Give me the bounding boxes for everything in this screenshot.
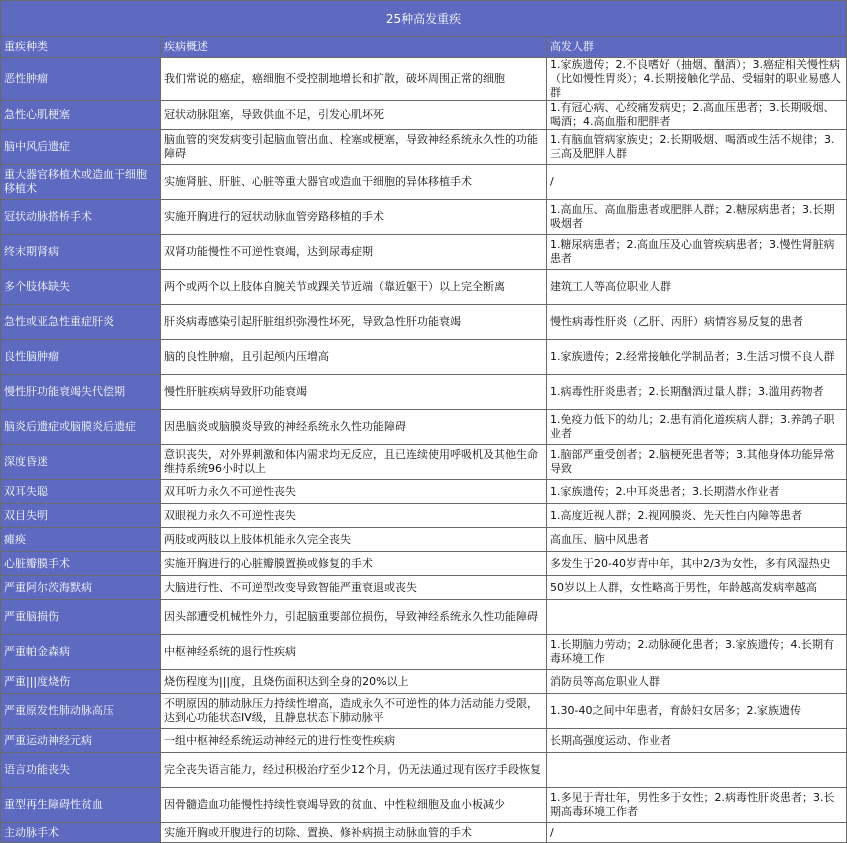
disease-name-cell: 冠状动脉搭桥手术	[1, 200, 161, 235]
header-row	[1, 37, 847, 58]
table-row	[1, 753, 847, 788]
table-row	[1, 788, 847, 823]
header-high-risk-group: 高发人群	[547, 37, 847, 58]
high-risk-group-cell: 1.家族遗传；2.中耳炎患者；3.长期潜水作业者	[547, 480, 847, 504]
table-row	[1, 101, 847, 130]
disease-overview-cell: 完全丧失语言能力，经过积极治疗至少12个月，仍无法通过现有医疗手段恢复	[161, 753, 547, 788]
disease-name-cell: 急性心肌梗塞	[1, 101, 161, 130]
disease-overview-cell: 双眼视力永久不可逆性丧失	[161, 504, 547, 528]
disease-overview-cell: 两肢或两肢以上肢体机能永久完全丧失	[161, 528, 547, 552]
disease-overview-cell: 实施开胸或开腹进行的切除、置换、修补病损主动脉血管的手术	[161, 823, 547, 843]
disease-overview-cell: 肝炎病毒感染引起肝脏组织弥漫性坏死，导致急性肝功能衰竭	[161, 305, 547, 340]
disease-overview-cell: 不明原因的肺动脉压力持续性增高，造成永久不可逆性的体力活动能力受限，达到心功能状态IV级，且静息状态下肺动脉平	[161, 694, 547, 729]
high-risk-group-cell: 多发生于20-40岁青中年，其中2/3为女性，多有风湿热史	[547, 552, 847, 576]
table-row	[1, 445, 847, 480]
table-row	[1, 270, 847, 305]
disease-name-cell: 多个肢体缺失	[1, 270, 161, 305]
disease-name-cell: 恶性肿瘤	[1, 58, 161, 101]
disease-name-cell: 急性或亚急性重症肝炎	[1, 305, 161, 340]
table-row	[1, 670, 847, 694]
high-risk-group-cell: 1.脑部严重受创者；2.脑梗死患者等；3.其他身体功能异常导致	[547, 445, 847, 480]
disease-name-cell: 重大器官移植术或造血干细胞移植术	[1, 165, 161, 200]
disease-overview-cell: 双耳听力永久不可逆性丧失	[161, 480, 547, 504]
disease-overview-cell: 冠状动脉阻塞，导致供血不足，引发心肌坏死	[161, 101, 547, 130]
disease-name-cell: 深度昏迷	[1, 445, 161, 480]
disease-overview-cell: 大脑进行性、不可逆型改变导致智能严重衰退或丧失	[161, 576, 547, 600]
disease-overview-cell: 我们常说的癌症，癌细胞不受控制地增长和扩散，破坏周围正常的细胞	[161, 58, 547, 101]
disease-overview-cell: 中枢神经系统的退行性疾病	[161, 635, 547, 670]
table-row	[1, 576, 847, 600]
disease-name-cell: 主动脉手术	[1, 823, 161, 843]
high-risk-group-cell: 1.家族遗传；2.不良嗜好（抽烟、酗酒）；3.癌症相关慢性病（比如慢性胃炎）；4.长期接触化学品、受辐射的职业易感人群	[547, 58, 847, 101]
high-risk-group-cell: 1.高度近视人群；2.视网膜炎、先天性白内障等患者	[547, 504, 847, 528]
disease-overview-cell: 因患脑炎或脑膜炎导致的神经系统永久性功能障碍	[161, 410, 547, 445]
high-risk-group-cell: /	[547, 823, 847, 843]
high-risk-group-cell: 1.高血压、高血脂患者或肥胖人群；2.糖尿病患者；3.长期吸烟者	[547, 200, 847, 235]
disease-overview-cell: 双肾功能慢性不可逆性衰竭，达到尿毒症期	[161, 235, 547, 270]
table-row	[1, 528, 847, 552]
disease-name-cell: 双目失明	[1, 504, 161, 528]
header-overview: 疾病概述	[161, 37, 547, 58]
high-risk-group-cell: 长期高强度运动、作业者	[547, 729, 847, 753]
table-row	[1, 305, 847, 340]
header-disease-type: 重疾种类	[1, 37, 161, 58]
disease-overview-cell: 因骨髓造血功能慢性持续性衰竭导致的贫血、中性粒细胞及血小板减少	[161, 788, 547, 823]
table-row	[1, 340, 847, 375]
table-row	[1, 600, 847, 635]
disease-overview-cell: 脑血管的突发病变引起脑血管出血、栓塞或梗塞，导致神经系统永久性的功能障碍	[161, 130, 547, 165]
disease-name-cell: 良性脑肿瘤	[1, 340, 161, 375]
table-row	[1, 694, 847, 729]
disease-name-cell: 严重|||度烧伤	[1, 670, 161, 694]
high-risk-group-cell: 1.长期脑力劳动；2.动脉硬化患者；3.家族遗传；4.长期有毒环境工作	[547, 635, 847, 670]
table-row	[1, 480, 847, 504]
disease-overview-cell: 实施开胸进行的冠状动脉血管旁路移植的手术	[161, 200, 547, 235]
table-row	[1, 729, 847, 753]
high-risk-group-cell: 1.有冠心病、心绞痛发病史；2.高血压患者；3.长期吸烟、喝酒；4.高血脂和肥胖者	[547, 101, 847, 130]
table-row	[1, 130, 847, 165]
disease-name-cell: 终末期肾病	[1, 235, 161, 270]
disease-name-cell: 严重脑损伤	[1, 600, 161, 635]
disease-name-cell: 重型再生障碍性贫血	[1, 788, 161, 823]
high-risk-group-cell: 1.免疫力低下的幼儿；2.患有消化道疾病人群；3.养鸽子职业者	[547, 410, 847, 445]
table-row	[1, 235, 847, 270]
disease-name-cell: 语言功能丧失	[1, 753, 161, 788]
disease-name-cell: 严重阿尔茨海默病	[1, 576, 161, 600]
disease-name-cell: 严重帕金森病	[1, 635, 161, 670]
disease-overview-cell: 因头部遭受机械性外力，引起脑重要部位损伤，导致神经系统永久性功能障碍	[161, 600, 547, 635]
disease-name-cell: 双耳失聪	[1, 480, 161, 504]
disease-overview-cell: 意识丧失，对外界刺激和体内需求均无反应，且已连续使用呼吸机及其他生命维持系统96小时以上	[161, 445, 547, 480]
disease-name-cell: 心脏瓣膜手术	[1, 552, 161, 576]
high-risk-group-cell: 高血压、脑中风患者	[547, 528, 847, 552]
disease-name-cell: 严重运动神经元病	[1, 729, 161, 753]
disease-overview-cell: 实施开胸进行的心脏瓣膜置换或修复的手术	[161, 552, 547, 576]
high-risk-group-cell: 1.家族遗传；2.经常接触化学制品者；3.生活习惯不良人群	[547, 340, 847, 375]
table-row	[1, 200, 847, 235]
disease-name-cell: 严重原发性肺动脉高压	[1, 694, 161, 729]
high-risk-group-cell: 1.有脑血管病家族史；2.长期吸烟、喝酒或生活不规律；3.三高及肥胖人群	[547, 130, 847, 165]
table-row	[1, 823, 847, 843]
table-row	[1, 58, 847, 101]
disease-overview-cell: 实施肾脏、肝脏、心脏等重大器官或造血干细胞的异体移植手术	[161, 165, 547, 200]
disease-name-cell: 脑中风后遗症	[1, 130, 161, 165]
disease-overview-cell: 烧伤程度为|||度，且烧伤面积达到全身的20%以上	[161, 670, 547, 694]
high-risk-group-cell: 慢性病毒性肝炎（乙肝、丙肝）病情容易反复的患者	[547, 305, 847, 340]
table-row	[1, 165, 847, 200]
table-row	[1, 410, 847, 445]
table-title: 25种高发重疾	[1, 1, 847, 37]
high-risk-group-cell: 50岁以上人群，女性略高于男性，年龄越高发病率越高	[547, 576, 847, 600]
disease-name-cell: 瘫痪	[1, 528, 161, 552]
disease-overview-cell: 两个或两个以上肢体自腕关节或踝关节近端（靠近躯干）以上完全断离	[161, 270, 547, 305]
high-risk-group-cell: 建筑工人等高位职业人群	[547, 270, 847, 305]
high-risk-group-cell: /	[547, 165, 847, 200]
high-risk-group-cell	[547, 600, 847, 635]
high-risk-group-cell: 1.30-40之间中年患者，育龄妇女居多；2.家族遗传	[547, 694, 847, 729]
high-risk-group-cell: 1.糖尿病患者；2.高血压及心血管疾病患者；3.慢性肾脏病患者	[547, 235, 847, 270]
table-row	[1, 504, 847, 528]
high-risk-group-cell: 消防员等高危职业人群	[547, 670, 847, 694]
table-row	[1, 635, 847, 670]
disease-name-cell: 脑炎后遗症或脑膜炎后遗症	[1, 410, 161, 445]
disease-overview-cell: 脑的良性肿瘤，且引起颅内压增高	[161, 340, 547, 375]
table-row	[1, 552, 847, 576]
high-risk-group-cell	[547, 753, 847, 788]
high-risk-group-cell: 1.多见于青壮年，男性多于女性；2.病毒性肝炎患者；3.长期高毒环境工作者	[547, 788, 847, 823]
table-row	[1, 375, 847, 410]
disease-overview-cell: 慢性肝脏疾病导致肝功能衰竭	[161, 375, 547, 410]
disease-name-cell: 慢性肝功能衰竭失代偿期	[1, 375, 161, 410]
disease-overview-cell: 一组中枢神经系统运动神经元的进行性变性疾病	[161, 729, 547, 753]
high-risk-group-cell: 1.病毒性肝炎患者；2.长期酗酒过量人群；3.滥用药物者	[547, 375, 847, 410]
